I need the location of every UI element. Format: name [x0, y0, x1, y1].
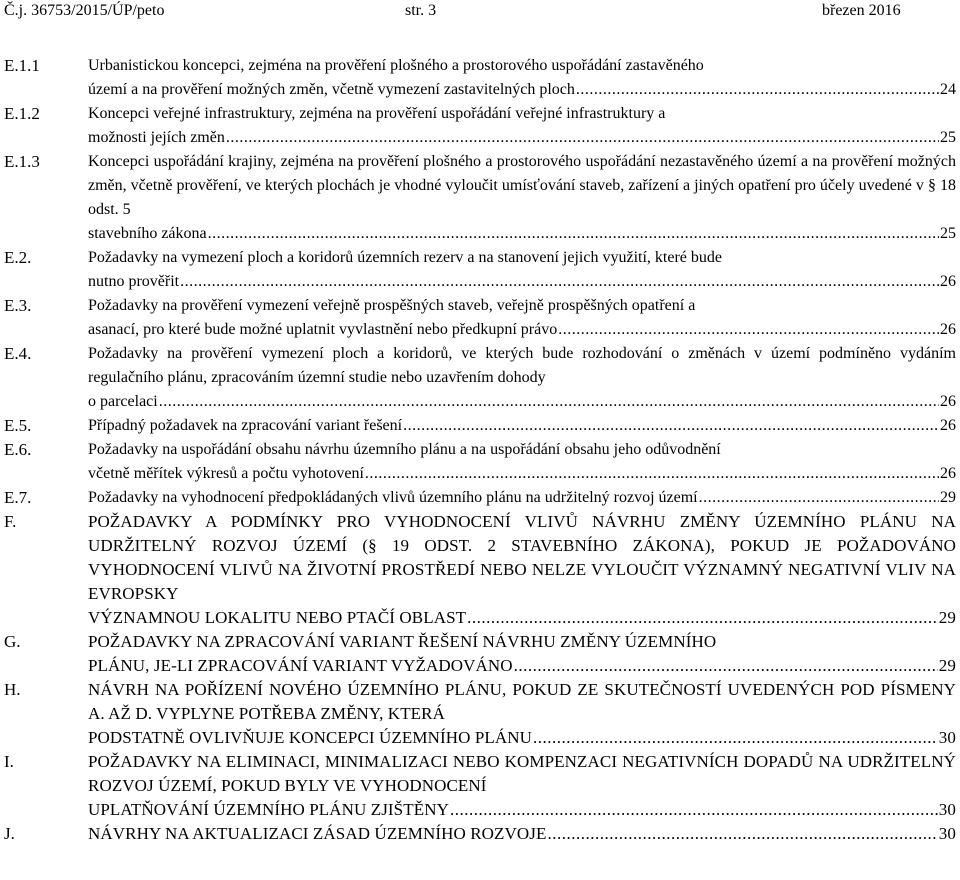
toc-title-last: UPLATŇOVÁNÍ ÚZEMNÍHO PLÁNU ZJIŠTĚNY: [88, 800, 449, 819]
toc-text: [88, 678, 956, 750]
toc-text: [88, 54, 956, 102]
toc-entry-g[interactable]: [0, 630, 960, 678]
toc-leader-dots: [558, 318, 939, 342]
toc-number: F.: [4, 512, 17, 531]
toc-page-number: 26: [940, 273, 956, 290]
toc-leader-dots: [208, 222, 939, 246]
toc-number: G.: [4, 632, 21, 651]
toc-number: E.7.: [4, 488, 32, 507]
toc-title-last: PLÁNU, JE-LI ZPRACOVÁNÍ VARIANT VYŽADOVÁNO: [88, 656, 513, 675]
toc-entry-h[interactable]: [0, 678, 960, 750]
toc-title-lead: NÁVRH NA POŘÍZENÍ NOVÉHO ÚZEMNÍHO PLÁNU, POKUD ZE SKUTEČNOSTÍ UVEDENÝCH POD PÍSMENY A. AŽ D. VYPLYNE POTŘEBA ZMĚNY, KTERÁ: [88, 680, 956, 723]
toc-title-lead: Koncepci uspořádání krajiny, zejména na prověření plošného a prostorového uspořádání nezastavěného území a na prověření možných změn, včetně prověření, ve kterých plochách je vhodné vyloučit umísťování staveb, zařízení a jiných opatření pro účely uvedené v § 18 odst. 5: [88, 153, 956, 218]
toc-page-number: 29: [938, 656, 956, 675]
toc-title-lead: POŽADAVKY NA ZPRACOVÁNÍ VARIANT ŘEŠENÍ NÁVRHU ZMĚNY ÚZEMNÍHO: [88, 632, 717, 651]
toc-title-lead: POŽADAVKY A PODMÍNKY PRO VYHODNOCENÍ VLIVŮ NÁVRHU ZMĚNY ÚZEMNÍHO PLÁNU NA UDRŽITELNÝ ROZVOJ ÚZEMÍ (§ 19 ODST. 2 STAVEBNÍHO ZÁKONA), POKUD JE POŽADOVÁNO VYHODNOCENÍ VLIVŮ NA ŽIVOTNÍ PROSTŘEDÍ NEBO NELZE VYLOUČIT VÝZNAMNÝ NEGATIVNÍ VLIV NA EVROPSKY: [88, 512, 956, 603]
toc-leader-dots: [403, 414, 939, 438]
toc-leader-dots: [576, 78, 939, 102]
toc-page-number: 29: [940, 489, 956, 506]
toc-number: E.1.1: [4, 56, 40, 75]
toc-entry-i[interactable]: [0, 750, 960, 822]
toc-title-last: o parcelaci: [88, 393, 158, 410]
toc-text: [88, 438, 956, 486]
toc-title-last: stavebního zákona: [88, 225, 207, 242]
toc-title-lead: Koncepci veřejné infrastruktury, zejména na prověření uspořádání veřejné infrastruktury a: [88, 105, 666, 122]
toc-number: H.: [4, 680, 21, 699]
toc-title-last: asanací, pro které bude možné uplatnit vyvlastnění nebo předkupní právo: [88, 321, 558, 338]
toc-number: E.1.3: [4, 152, 40, 171]
toc-leader-dots: [699, 486, 939, 510]
page-header: [0, 0, 960, 24]
toc-text: [88, 630, 956, 678]
toc-number: J.: [4, 824, 15, 843]
toc-title-lead: Požadavky na uspořádání obsahu návrhu územního plánu a na uspořádání obsahu jeho odůvodnění: [88, 441, 721, 458]
toc-page-number: 30: [938, 800, 956, 819]
toc-entry-e7[interactable]: [0, 486, 960, 510]
toc-title-lead: Požadavky na vymezení ploch a koridorů územních rezerv a na stanovení jejich využití, které bude: [88, 249, 722, 266]
toc-text: [88, 510, 956, 630]
toc-title-lead: POŽADAVKY NA ELIMINACI, MINIMALIZACI NEBO KOMPENZACI NEGATIVNÍCH DOPADŮ NA UDRŽITELNÝ ROZVOJ ÚZEMÍ, POKUD BYLY VE VYHODNOCENÍ: [88, 752, 956, 795]
toc-title-last: PODSTATNĚ OVLIVŇUJE KONCEPCI ÚZEMNÍHO PLÁNU: [88, 728, 532, 747]
toc-entry-e4[interactable]: [0, 342, 960, 414]
toc-number: E.2.: [4, 248, 32, 267]
toc-page-number: 26: [940, 417, 956, 434]
toc-text: [88, 246, 956, 294]
toc-title-lead: Požadavky na prověření vymezení veřejně prospěšných staveb, veřejně prospěšných opatření a: [88, 297, 696, 314]
toc-entry-e6[interactable]: [0, 438, 960, 486]
toc-entry-e5[interactable]: [0, 414, 960, 438]
toc-leader-dots: [533, 726, 938, 750]
toc-leader-dots: [180, 270, 939, 294]
toc-text: [88, 414, 956, 438]
toc-text: [88, 102, 956, 150]
toc-entry-e12[interactable]: [0, 102, 960, 150]
toc-page-number: 26: [940, 393, 956, 410]
toc-text: [88, 150, 956, 246]
toc-title-last: NÁVRHY NA AKTUALIZACI ZÁSAD ÚZEMNÍHO ROZVOJE: [88, 824, 547, 843]
toc-page-number: 30: [938, 728, 956, 747]
toc-page-number: 24: [940, 81, 956, 98]
toc-page-number: 26: [940, 321, 956, 338]
toc-leader-dots: [514, 654, 938, 678]
toc-title-last: území a na prověření možných změn, včetně vymezení zastavitelných ploch: [88, 81, 575, 98]
toc-entry-e11[interactable]: [0, 54, 960, 102]
toc-text: [88, 486, 956, 510]
toc-leader-dots: [548, 822, 938, 846]
toc-entry-f[interactable]: [0, 510, 960, 630]
toc-text: [88, 294, 956, 342]
toc-entry-e13[interactable]: [0, 150, 960, 246]
toc-title-last: nutno prověřit: [88, 273, 180, 290]
toc-number: E.4.: [4, 344, 32, 363]
toc-title-lead: Požadavky na prověření vymezení ploch a koridorů, ve kterých bude rozhodování o změnách v území podmíněno vydáním regulačního plánu, zpracováním územní studie nebo uzavřením dohody: [88, 345, 956, 386]
toc-page-number: 25: [940, 129, 956, 146]
toc-page-number: 26: [940, 465, 956, 482]
toc-number: E.6.: [4, 440, 32, 459]
date-label: březen 2016: [822, 2, 901, 19]
toc-text: [88, 342, 956, 414]
toc-leader-dots: [365, 462, 939, 486]
toc-title-last: možnosti jejích změn: [88, 129, 225, 146]
toc-entry-e3[interactable]: [0, 294, 960, 342]
toc-number: E.3.: [4, 296, 32, 315]
page-number-label: str. 3: [405, 2, 437, 19]
toc-leader-dots: [159, 390, 939, 414]
table-of-contents: [0, 54, 960, 846]
toc-number: E.5.: [4, 416, 32, 435]
toc-title-last: včetně měřítek výkresů a počtu vyhotovení: [88, 465, 364, 482]
toc-title-lead: Urbanistickou koncepci, zejména na prověření plošného a prostorového uspořádání zastavěného: [88, 57, 704, 74]
toc-leader-dots: [467, 606, 938, 630]
toc-title-last: Případný požadavek na zpracování variant řešení: [88, 417, 403, 434]
toc-number: E.1.2: [4, 104, 40, 123]
toc-text: [88, 750, 956, 822]
toc-number: I.: [4, 752, 14, 771]
toc-page-number: 25: [940, 225, 956, 242]
toc-entry-e2[interactable]: [0, 246, 960, 294]
toc-page-number: 29: [938, 608, 956, 627]
toc-leader-dots: [450, 798, 938, 822]
toc-title-last: VÝZNAMNOU LOKALITU NEBO PTAČÍ OBLAST: [88, 608, 467, 627]
toc-entry-j[interactable]: [0, 822, 960, 846]
toc-text: [88, 822, 956, 846]
reference-number: Č.j. 36753/2015/ÚP/peto: [4, 2, 165, 19]
toc-page-number: 30: [938, 824, 956, 843]
toc-title-last: Požadavky na vyhodnocení předpokládaných vlivů územního plánu na udržitelný rozvoj území: [88, 489, 698, 506]
toc-leader-dots: [226, 126, 939, 150]
